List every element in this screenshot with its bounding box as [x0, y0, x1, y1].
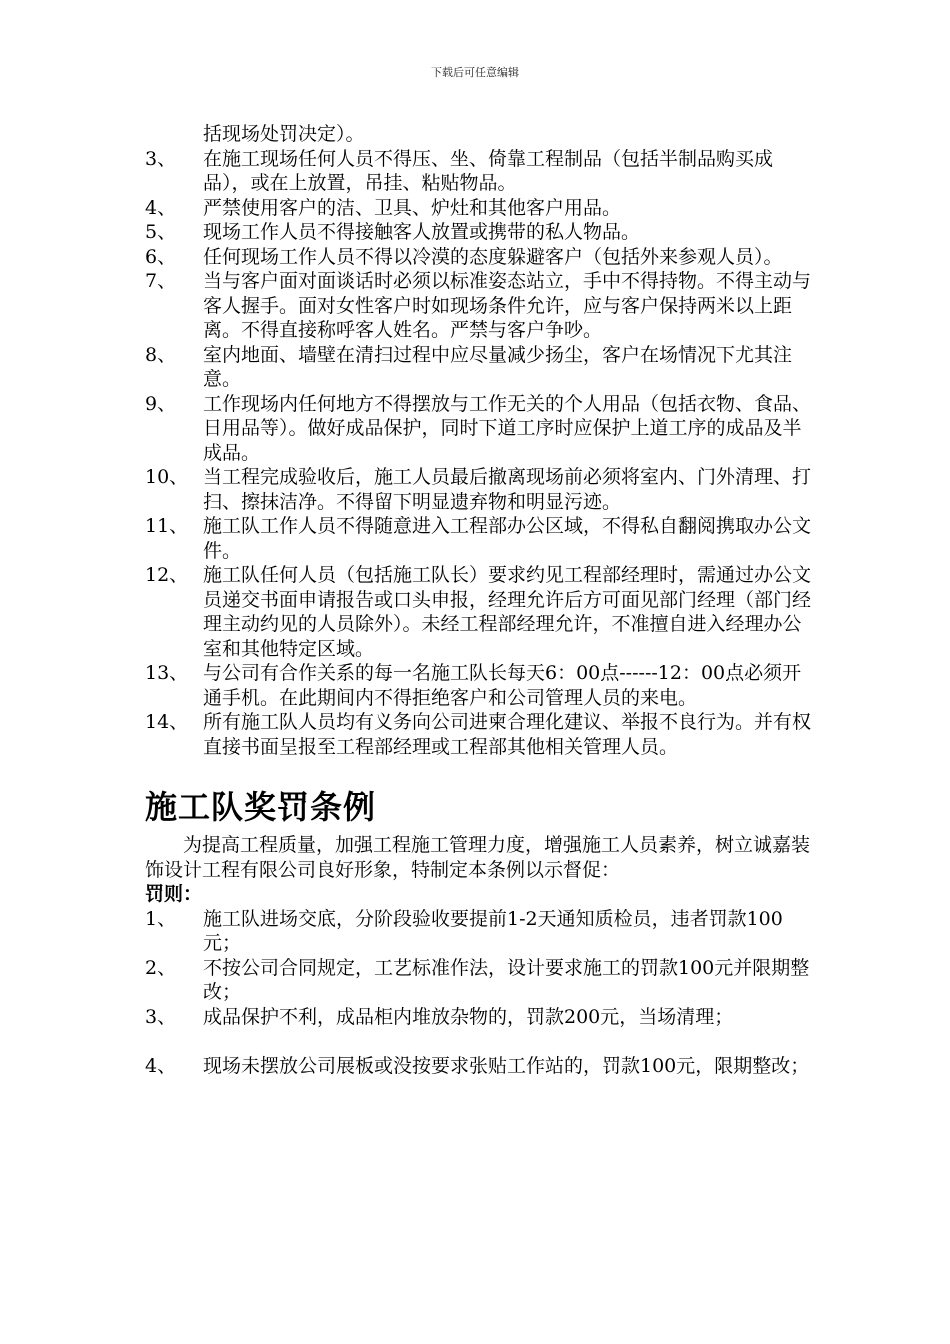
- rule-text: 室内地面、墙壁在清扫过程中应尽量减少扬尘，客户在场情况下尤其注意。: [203, 343, 793, 390]
- rule-text: 施工队工作人员不得随意进入工程部办公区域，不得私自翻阅携取办公文件。: [203, 515, 812, 562]
- rule-text: 工作现场内任何地方不得摆放与工作无关的个人用品（包括衣物、食品、日用品等）。做好成品保护，同时下道工序时应保护上道工序的成品及半成品。: [203, 392, 812, 464]
- rule-item: [145, 269, 817, 343]
- section-title: 施工队奖罚条例: [145, 788, 377, 826]
- rule-item: [145, 465, 817, 514]
- penalty-heading: 罚则：: [145, 883, 203, 905]
- rule-number: 9、: [145, 392, 177, 415]
- penalty-number: 2、: [145, 956, 177, 979]
- rule-item: [145, 661, 817, 710]
- rule-number: 12、: [145, 564, 189, 586]
- rule-text: 所有施工队人员均有义务向公司进柬合理化建议、举报不良行为。并有权直接书面呈报至工程部经理或工程部其他相关管理人员。: [203, 711, 812, 758]
- rule-text: 当与客户面对面谈话时必须以标准姿态站立，手中不得持物。不得主动与客人握手。面对女性客户时如现场条件允许，应与客户保持两米以上距离。不得直接称呼客人姓名。严禁与客户争吵。: [203, 270, 812, 341]
- penalty-number: 4、: [145, 1054, 177, 1077]
- rule-item: [145, 392, 817, 466]
- penalty-text: 施工队进场交底，分阶段验收要提前1-2天通知质检员，违者罚款100元；: [203, 907, 783, 954]
- rule-number: 13、: [145, 662, 189, 684]
- penalties-list: [145, 907, 817, 1079]
- penalty-text: 成品保护不利，成品柜内堆放杂物的，罚款200元，当场清理；: [203, 1005, 734, 1028]
- rule-number: 3、: [145, 147, 177, 170]
- rule-text: 现场工作人员不得接触客人放置或携带的私人物品。: [203, 221, 641, 243]
- penalty-number: 3、: [145, 1005, 177, 1028]
- penalty-text: 现场未摆放公司展板或没按要求张贴工作站的，罚款100元，限期整改；: [203, 1054, 810, 1077]
- page-header: 下载后可任意编辑: [431, 66, 519, 79]
- penalty-item: [145, 1005, 817, 1030]
- penalty-item: [145, 1054, 817, 1079]
- penalty-number: 1、: [145, 907, 177, 930]
- rule-item: [145, 196, 817, 221]
- rule-text: 施工队任何人员（包括施工队长）要求约见工程部经理时，需通过办公文员递交书面申请报告或口头申报，经理允许后方可面见部门经理（部门经理主动约见的人员除外）。未经工程部经理允许，不准擅自进入经理办公室和其他特定区域。: [203, 564, 812, 660]
- rule-item: [145, 245, 817, 270]
- penalty-text: 不按公司合同规定，工艺标准作法，设计要求施工的罚款100元并限期整改；: [203, 956, 810, 1003]
- blank-line: [145, 1029, 817, 1054]
- rule-text: 当工程完成验收后，施工人员最后撤离现场前必须将室内、门外清理、打扫、擦抹洁净。不得留下明显遗弃物和明显污迹。: [203, 466, 812, 513]
- rule-number: 6、: [145, 245, 177, 268]
- document-body: [145, 122, 817, 1078]
- penalty-item: [145, 956, 817, 1005]
- continuation-text: 括现场处罚决定）。: [203, 123, 365, 145]
- section-intro: 为提高工程质量，加强工程施工管理力度，增强施工人员素养，树立诚嘉装饰设计工程有限公司良好形象，特制定本条例以示督促：: [145, 834, 811, 881]
- rule-number: 10、: [145, 466, 189, 488]
- rule-text: 在施工现场任何人员不得压、坐、倚靠工程制品（包括半制品购买成品），或在上放置，吊挂、粘贴物品。: [203, 147, 774, 194]
- rule-item: [145, 563, 817, 661]
- rule-number: 14、: [145, 711, 189, 733]
- penalty-item: [145, 907, 817, 956]
- rule-text: 任何现场工作人员不得以冷漠的态度躲避客户（包括外来参观人员）。: [203, 245, 783, 268]
- rule-item: [145, 147, 817, 196]
- rule-number: 11、: [145, 515, 189, 537]
- rule-item: [145, 220, 817, 245]
- rule-number: 4、: [145, 196, 177, 219]
- rule-item: [145, 343, 817, 392]
- rule-number: 7、: [145, 270, 177, 292]
- rule-item: [145, 710, 817, 759]
- rule-number: 5、: [145, 221, 177, 243]
- rule-item: [145, 514, 817, 563]
- rules-list: [145, 147, 817, 760]
- rule-text: 严禁使用客户的洁、卫具、炉灶和其他客户用品。: [203, 196, 622, 219]
- rule-text: 与公司有合作关系的每一名施工队长每天6：00点------12：00点必须开通手机。在此期间内不得拒绝客户和公司管理人员的来电。: [203, 662, 802, 709]
- rule-number: 8、: [145, 343, 177, 366]
